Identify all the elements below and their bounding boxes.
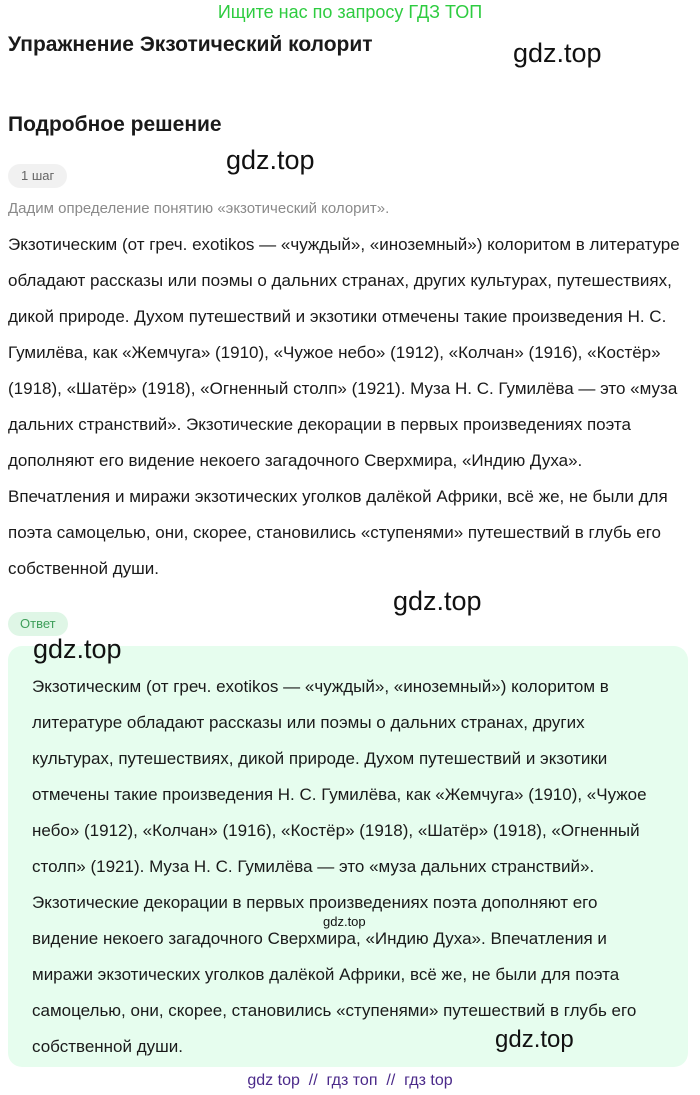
answer-box (8, 646, 688, 1067)
watermark: gdz.top (33, 634, 122, 664)
watermark: gdz.top (513, 38, 602, 68)
answer-text: Экзотическим (от греч. exotikos — «чуждый», «иноземный») колоритом в литературе обладают рассказы или поэмы о дальних странах, других культурах, путешествиях, дикой природе. Духом путешествий и экзотики отмечены такие произведения Н. С. Гумилёва, как «Жемчуга» (1910), «Чужое небо» (1912), «Колчан» (1916), «Костёр» (1918), «Шатёр» (1918), «Огненный столп» (1921). Муза Н. С. Гумилёва — это «муза дальних странствий». Экзотические декорации в первых произведениях поэта дополняют его видение некоего загадочного Сверхмира, «Индию Духа». Впечатления и миражи экзотических уголков далёкой Африки, всё же, не были для поэта самоцелью, они, скорее, становились «ступенями» путешествий в глубь его собственной души. (32, 677, 647, 1056)
footer-links: gdz top // гдз топ // гдз top (247, 1072, 453, 1089)
watermark: gdz.top (226, 145, 315, 175)
watermark: gdz.top (323, 914, 366, 929)
section-title: Подробное решение (8, 113, 222, 136)
watermark: gdz.top (495, 1026, 574, 1053)
watermark: gdz.top (393, 586, 482, 616)
step-badge: 1 шаг (8, 164, 67, 188)
step-hint: Дадим определение понятию «экзотический колорит». (8, 200, 390, 217)
exercise-title: Упражнение Экзотический колорит (8, 33, 373, 56)
top-banner: Ищите нас по запросу ГДЗ ТОП (217, 2, 483, 22)
answer-badge: Ответ (8, 612, 68, 636)
step-text: Экзотическим (от греч. exotikos — «чуждый», «иноземный») колоритом в литературе обладают рассказы или поэмы о дальних странах, других культурах, путешествиях, дикой природе. Духом путешествий и экзотики отмечены такие произведения Н. С. Гумилёва, как «Жемчуга» (1910), «Чужое небо» (1912), «Колчан» (1916), «Костёр» (1918), «Шатёр» (1918), «Огненный столп» (1921). Муза Н. С. Гумилёва — это «муза дальних странствий». Экзотические декорации в первых произведениях поэта дополняют его видение некоего загадочного Сверхмира, «Индию Духа». Впечатления и миражи экзотических уголков далёкой Африки, всё же, не были для поэта самоцелью, они, скорее, становились «ступенями» путешествий в глубь его собственной души. (8, 235, 680, 578)
